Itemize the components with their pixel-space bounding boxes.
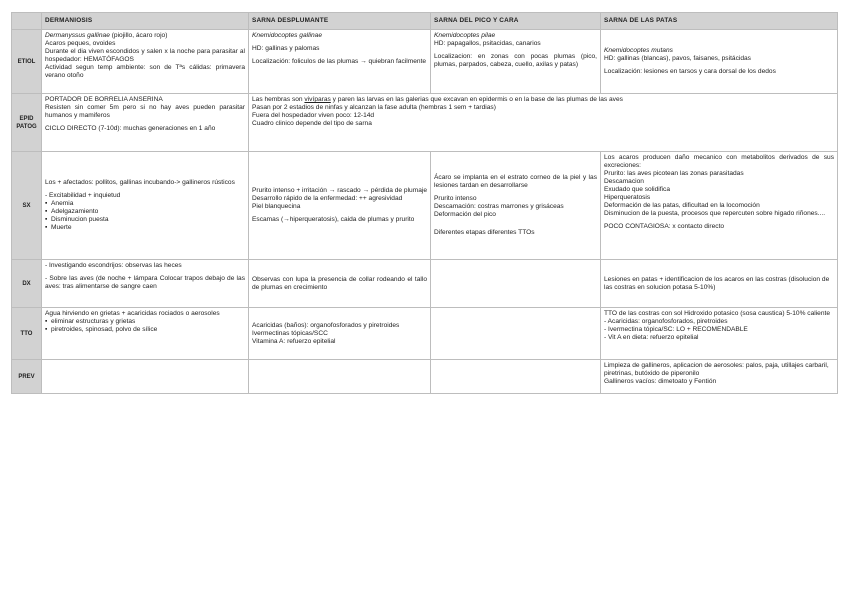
etiol-c4-loc: Localización: lesiones en tarsos y cara dorsal de los dedos [604,68,776,75]
row-label-prev: PREV [12,360,42,394]
prev-c4-line: Gallineros vacíos: dimetoato y Fentión [604,378,717,385]
header-corner [12,13,42,30]
dx-c2-text: Observas con lupa la presencia de collar rodeando el tallo de plumas en crecimiento [252,275,429,291]
dx-pico-cara-cell [431,260,601,308]
sx-c2-line: Piel blanquecina [252,203,301,210]
sx-c4-line: Exudado que solidifica [604,186,670,193]
sx-pico-cara-cell [431,152,601,260]
parasite-comparison-table [11,12,838,394]
row-epid-patog [12,94,838,152]
epid-c2-line: Cuadro clinico depende del tipo de sarna [252,120,372,127]
epid-c1-cycle: CICLO DIRECTO (7-10d): muchas generaciones en 1 año [45,125,216,132]
header-sarna-pico-cara: SARNA DEL PICO Y CARA [431,13,601,30]
etiol-c3-loc: Localizacion: en zonas con pocas plumas (pico, plumas, parpados, cabeza, cuello, axilas y patas) [434,53,599,68]
sx-dermaniosis-cell [42,152,249,260]
tto-c1-bullet: ▪ piretroides, spinosad, polvo de sílice [45,326,158,333]
dx-c1-line2: - Sobre las aves (de noche + lámpara Colocar trapos debajo de las aves: tras alimentarse de sangre caen [45,275,247,290]
sx-c3-line: Prurito intenso [434,195,477,202]
epid-c2-line: Pasan por 2 estadios de ninfas y alcanzan la fase adulta (hembras 1 sem + tardias) [252,104,496,111]
row-dx [12,260,838,308]
row-etiol [12,30,838,94]
tto-c2-line: Acaricidas (baños): organofosforados y piretroides [252,321,400,329]
sx-c1-bullet: ▪ Anemia [45,200,74,207]
etiol-patas-cell [601,30,838,94]
row-label-sx: SX [12,152,42,260]
sx-patas-cell [601,152,838,260]
sx-c3-line: Deformación del pico [434,211,496,218]
row-label-dx: DX [12,260,42,308]
prev-dermaniosis-cell [42,360,249,394]
sx-c1-bullet: ▪ Muerte [45,224,72,231]
epid-c1-text: Resisten sin comer 5m pero si no hay aves pueden parasitar humanos y mamiferos [45,104,247,119]
sx-c4-line: Disminucion de la puesta, procesos que repercuten sobre higado riñones.... [604,210,826,217]
etiol-c3-hd: HD: papagallos, psitacidas, canarios [434,40,541,47]
dx-desplumante-cell [249,260,431,308]
epid-c2-post: y paren las larvas en las galerias que excavan en epidermis o en la base de las plumas de las aves [330,96,623,103]
etiol-pico-cara-cell [431,30,601,94]
sx-c3-intro: Ácaro se implanta en el estrato corneo de la piel y las lesiones tardan en desarrollarse [434,174,599,189]
tto-c4-line: - Ivermectina tópica/SC: LO + RECOMENDABLE [604,326,748,333]
prev-desplumante-cell [249,360,431,394]
epid-c2-viviparas: vivíparas [304,96,331,103]
sx-c2-line: Prurito intenso + irritación → rascado → pérdida de plumaje [252,187,428,194]
sx-desplumante-cell [249,152,431,260]
dx-dermaniosis-cell [42,260,249,308]
tto-c2-line: Vitamina A: refuerzo epitelial [252,337,336,345]
dx-patas-cell [601,260,838,308]
sx-c1-bullet: ▪ Disminucion puesta [45,216,109,223]
epid-c2-pre: Las hembras son [252,96,305,103]
etiol-c1-species-rest: (piojillo, ácaro rojo) [109,32,168,39]
row-label-epid-patog: EPID PATOG [12,94,42,152]
sx-c4-line: Prurito: las aves picotean las zonas parasitadas [604,170,744,177]
tto-dermaniosis-cell [42,308,249,360]
tto-c4-line: - Vit A en dieta: refuerzo epitelial [604,334,699,341]
dx-c1-line1: - Investigando escondrijos: observas las heces [45,262,182,269]
epid-c2-line: Fuera del hospedador viven poco: 12-14d [252,112,375,119]
prev-pico-cara-cell [431,360,601,394]
prev-patas-cell [601,360,838,394]
tto-c2-line: Ivermectinas tópicas/SCC [252,329,328,337]
sx-c4-line: Deformación de las patas, dificultad en la locomoción [604,202,760,209]
header-sarna-patas: SARNA DE LAS PATAS [601,13,838,30]
etiol-c4-hd: HD: gallinas (blancas), pavos, faisanes, psitácidas [604,55,751,62]
etiol-c2-loc: Localización: foliculos de las plumas → quiebran facilmente [252,58,427,65]
tto-c1-bullet: ▪ eliminar estructuras y grietas [45,318,136,325]
row-prev [12,360,838,394]
sx-c4-tail: POCO CONTAGIOSA: x contacto directo [604,223,725,230]
row-tto [12,308,838,360]
sx-c1-bullet: ▪ Adelgazamiento [45,208,99,215]
sx-c3-tail: Diferentes etapas diferentes TTOs [434,229,535,236]
sx-c1-head: - Excitabilidad + inquietud [45,192,121,199]
row-label-tto: TTO [12,308,42,360]
header-dermaniosis: DERMANIOSIS [42,13,249,30]
header-row [12,13,838,30]
row-label-etiol: ETIOL [12,30,42,94]
etiol-c1-line: Acaros peques, ovoides [45,40,116,47]
epid-dermaniosis-cell [42,94,249,152]
sx-c4-intro: Los acaros producen daño mecanico con metabolitos derivados de sus excreciones: [604,154,836,169]
tto-desplumante-cell [249,308,431,360]
etiol-c3-species: Knemidocoptes pilae [434,32,496,39]
tto-c1-text: Agua hirviendo en grietas + acaricidas rociados o aerosoles [45,310,220,317]
etiol-desplumante-cell [249,30,431,94]
etiol-c1-line: Actividad segun temp ambiente: son de Tªs cálidas: primavera verano otoño [45,64,247,79]
header-sarna-desplumante: SARNA DESPLUMANTE [249,13,431,30]
etiol-c4-species: Knemidocoptes mutans [604,47,673,54]
tto-c4-line: TTO de las costras con sol Hidroxido potasico (sosa caustica) 5-10% caliente [604,310,831,317]
etiol-c1-line: Durante el dia viven escondidos y salen x la noche para parasitar al hospedador: HEMATÓFAGOS [45,48,247,63]
epid-sarnas-cell [249,94,838,152]
prev-c4-line: Limpieza de gallineros, aplicacion de aerosoles: palos, paja, utillajes carbaril, piretrinas, butóxido de piperonilo [604,362,831,377]
etiol-dermaniosis-cell [42,30,249,94]
tto-c4-line: - Acaricidas: organofosforados, piretroides [604,318,728,325]
sx-c2-line: Desarrollo rápido de la enfermedad: ++ agresividad [252,195,403,202]
sx-c2-tail: Escamas (→hiperqueratosis), caida de plumas y prurito [252,216,415,223]
etiol-c2-hd: HD: gallinas y palomas [252,45,320,52]
sx-c4-line: Hiperqueratosis [604,194,651,201]
dx-c4-text: Lesiones en patas + identificacion de los acaros en las costras (disolucion de las costras en solucion potasa 5-10%) [604,275,832,291]
sx-c4-line: Descamacion [604,178,644,185]
sx-c1-intro: Los + afectados: pollitos, gallinas incubando-> gallineros rústicos [45,179,235,186]
etiol-c2-species: Knemidocoptes gallinae [252,32,323,39]
etiol-c1-species: Dermanyssus gallinae [45,32,110,39]
row-sx [12,152,838,260]
tto-pico-cara-cell [431,308,601,360]
tto-patas-cell [601,308,838,360]
epid-c1-title: PORTADOR DE BORRELIA ANSERINA [45,96,163,103]
sx-c3-line: Descamación: costras marrones y grisáceas [434,203,564,210]
